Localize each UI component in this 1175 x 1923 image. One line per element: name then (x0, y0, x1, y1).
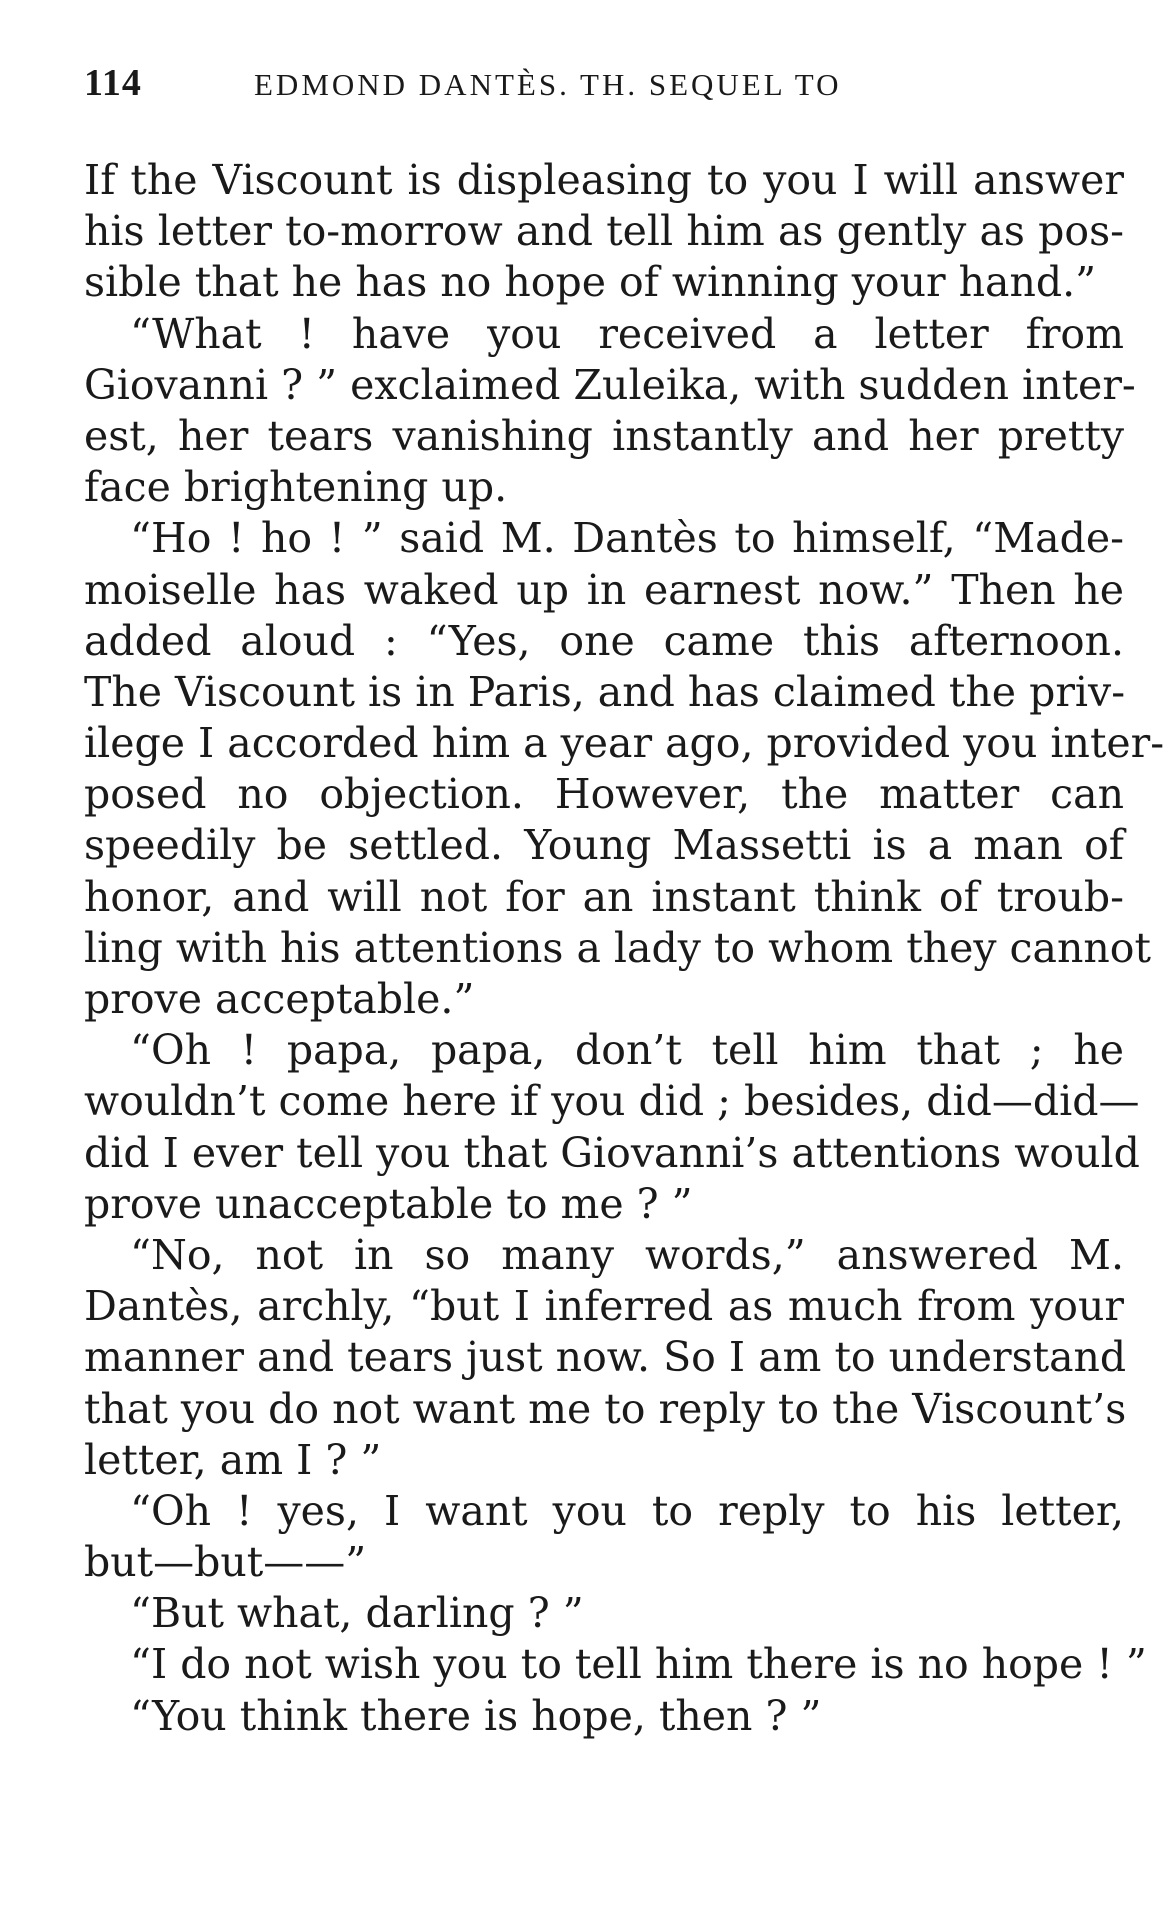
text-line: The Viscount is in Paris, and has claimed the priv- (84, 667, 1126, 716)
text-line: Giovanni ? ” exclaimed Zuleika, with sudden inter- (84, 360, 1136, 409)
text-line: “I do not wish you to tell him there is no hope ! ” (130, 1640, 1147, 1689)
text-line: ling with his attentions a lady to whom they cannot (84, 923, 1151, 972)
text-line: posed no objection. However, the matter can (84, 770, 1124, 819)
running-head (84, 58, 1124, 108)
text-line: prove acceptable.” (84, 975, 475, 1023)
text-line: “Ho ! ho ! ” said M. Dantès to himself, “Made- (130, 514, 1124, 563)
text-line: Dantès, archly, “but I inferred as much from your (84, 1282, 1124, 1331)
page-number: 114 (84, 62, 142, 104)
page-body-text (84, 155, 1165, 1742)
text-line: ilege I accorded him a year ago, provided you inter- (84, 719, 1165, 768)
text-line: that you do not want me to reply to the Viscount’s (84, 1384, 1127, 1433)
text-line: “You think there is hope, then ? ” (130, 1691, 822, 1740)
text-line: manner and tears just now. So I am to understand (84, 1333, 1127, 1382)
text-line: did I ever tell you that Giovanni’s attentions would (84, 1128, 1140, 1177)
text-line: “No, not in so many words,” answered M. (130, 1230, 1124, 1279)
text-line: honor, and will not for an instant think of troub- (84, 872, 1124, 921)
text-line: wouldn’t come here if you did ; besides, did—did— (84, 1077, 1140, 1126)
text-line: prove unacceptable to me ? ” (84, 1179, 693, 1228)
text-line: letter, am I ? ” (84, 1435, 382, 1484)
text-line: added aloud : “Yes, one came this afternoon. (84, 616, 1124, 665)
text-line: “Oh ! papa, papa, don’t tell him that ; he (130, 1026, 1124, 1075)
text-line: est, her tears vanishing instantly and her pretty (84, 411, 1124, 460)
text-line: “What ! have you received a letter from (130, 309, 1124, 358)
text-line: If the Viscount is displeasing to you I will answer (84, 156, 1124, 204)
text-line: speedily be settled. Young Massetti is a man of (84, 821, 1124, 870)
text-line: his letter to-morrow and tell him as gently as pos- (84, 207, 1124, 256)
text-line: but—but——” (84, 1538, 367, 1587)
running-title: EDMOND DANTÈS. TH. SEQUEL TO (254, 67, 842, 102)
text-line: sible that he has no hope of winning your hand.” (84, 258, 1097, 307)
text-line: moiselle has waked up in earnest now.” Then he (84, 565, 1124, 614)
text-line: face brightening up. (84, 463, 508, 512)
text-line: “But what, darling ? ” (130, 1589, 584, 1638)
text-line: “Oh ! yes, I want you to reply to his letter, (130, 1486, 1124, 1535)
